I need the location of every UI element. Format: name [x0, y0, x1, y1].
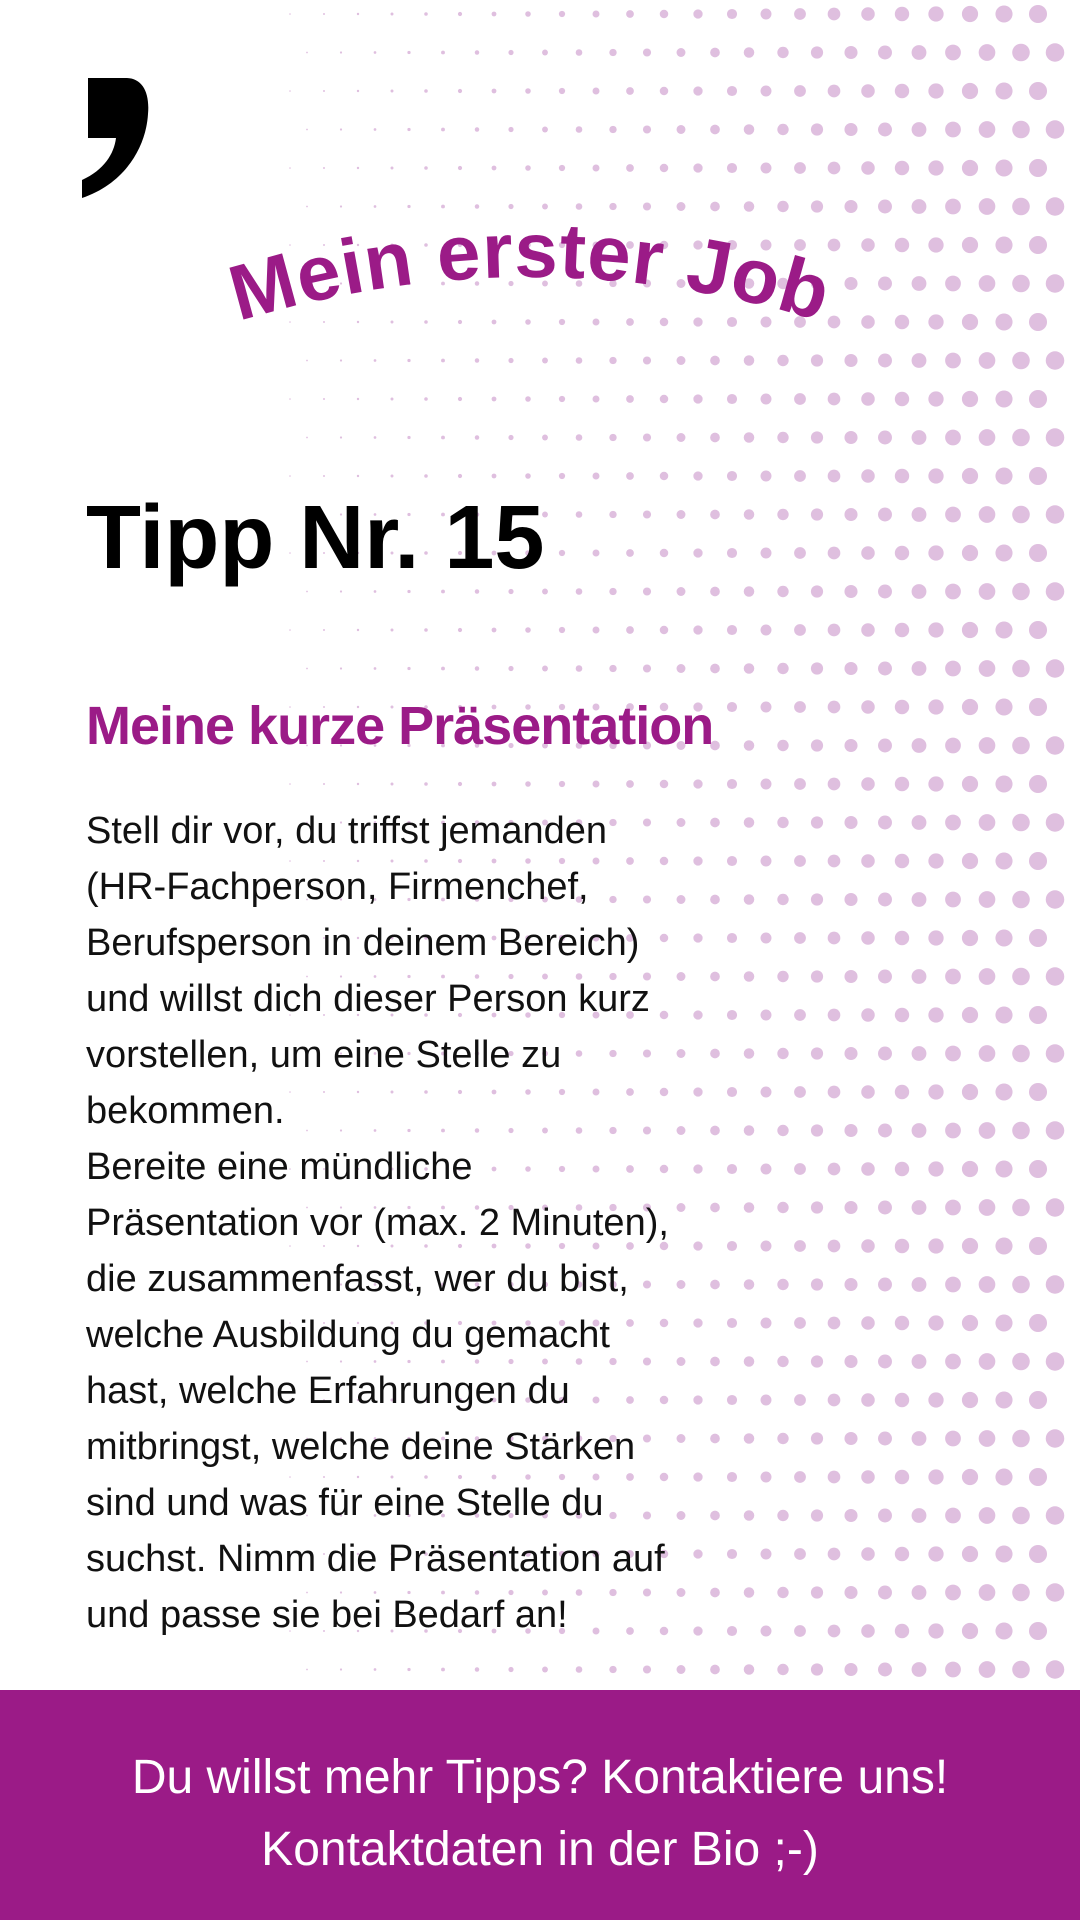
body-line: welche Ausbildung du gemacht	[86, 1314, 610, 1356]
body-line: Stell dir vor, du triffst jemanden	[86, 810, 607, 852]
body-line: mitbringst, welche deine Stärken	[86, 1426, 636, 1468]
body-line: suchst. Nimm die Präsentation auf	[86, 1538, 665, 1580]
body-line: bekommen.	[86, 1090, 285, 1132]
tip-subtitle: Meine kurze Präsentation	[86, 696, 714, 756]
comma-quote-icon	[80, 76, 150, 198]
footer-cta-text: Du willst mehr Tipps? Kontaktiere uns!	[131, 1751, 949, 1804]
tip-body-text	[86, 803, 726, 1643]
body-line: die zusammenfasst, wer du bist,	[86, 1258, 629, 1300]
app-title	[220, 206, 841, 338]
body-line: und willst dich dieser Person kurz	[86, 978, 650, 1020]
app-title-text: Mein erster Job	[219, 205, 841, 338]
body-line: (HR-Fachperson, Firmenchef,	[86, 866, 589, 908]
footer-contact-text: Kontaktdaten in der Bio ;-)	[261, 1823, 819, 1876]
body-line: und passe sie bei Bedarf an!	[86, 1594, 568, 1636]
arc-title-graphic	[150, 200, 910, 370]
body-line: Bereite eine mündliche	[86, 1146, 473, 1188]
body-line: Präsentation vor (max. 2 Minuten),	[86, 1202, 669, 1244]
body-line: hast, welche Erfahrungen du	[86, 1370, 570, 1412]
body-line: Berufsperson in deinem Bereich)	[86, 922, 640, 964]
body-line: sind und was für eine Stelle du	[86, 1482, 604, 1524]
body-line: vorstellen, um eine Stelle zu	[86, 1034, 562, 1076]
tip-number-title: Tipp Nr. 15	[86, 488, 545, 588]
